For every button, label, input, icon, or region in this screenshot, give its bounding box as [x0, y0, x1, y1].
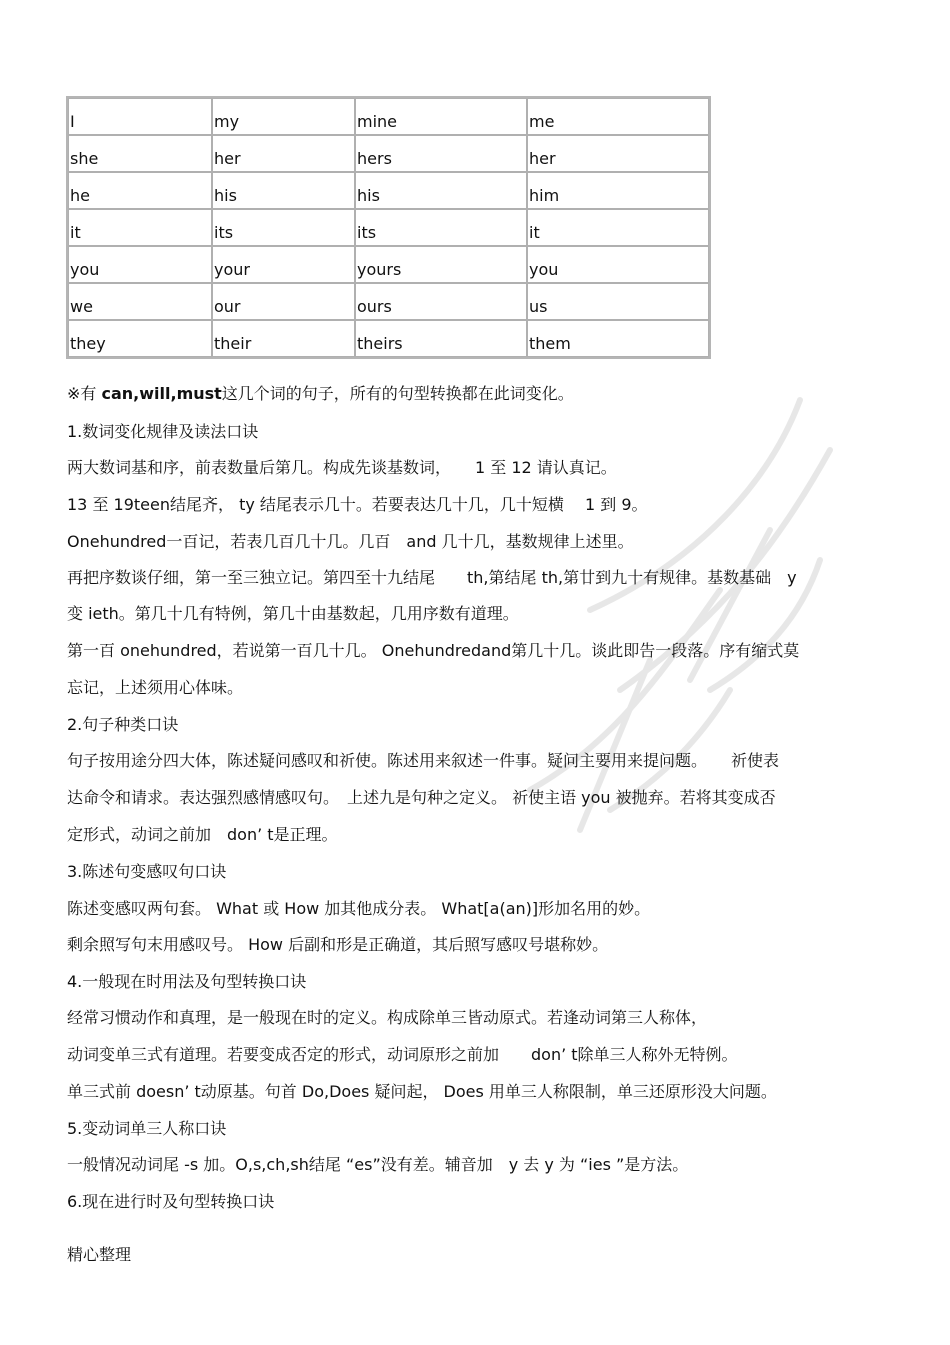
- paragraph-line: 变 ieth。第几十几有特例，第几十由基数起，几用序数有道理。: [67, 604, 519, 623]
- table-row: [68, 246, 709, 283]
- paragraph-line: 忘记，上述须用心体味。: [67, 678, 244, 697]
- pronoun-table: [66, 96, 711, 359]
- table-cell: hers: [355, 135, 527, 172]
- table-cell: me: [527, 98, 709, 135]
- table-cell: its: [212, 209, 355, 246]
- paragraph-line: 13 至 19teen结尾齐， ty 结尾表示几十。若要表达几十几，几十短横 1 到 9。: [67, 495, 648, 514]
- table-cell: you: [527, 246, 709, 283]
- note-suffix: 这几个词的句子，所有的句型转换都在此词变化。: [221, 384, 574, 403]
- table-cell: my: [212, 98, 355, 135]
- table-cell: him: [527, 172, 709, 209]
- table-cell: we: [68, 283, 212, 320]
- table-cell: theirs: [355, 320, 527, 357]
- table-row: [68, 209, 709, 246]
- table-row: [68, 172, 709, 209]
- table-row: [68, 135, 709, 172]
- table-cell: our: [212, 283, 355, 320]
- heading-1: 1.数词变化规律及读法口诀: [67, 422, 259, 441]
- heading-2: 2.句子种类口诀: [67, 715, 179, 734]
- table-cell: I: [68, 98, 212, 135]
- table-cell: its: [355, 209, 527, 246]
- heading-4: 4.一般现在时用法及句型转换口诀: [67, 972, 307, 991]
- paragraph-line: 达命令和请求。表达强烈感情感叹句。 上述九是句种之定义。 祈使主语 you 被抛弃。若将其变成否: [67, 788, 776, 807]
- table-cell: they: [68, 320, 212, 357]
- table-cell: she: [68, 135, 212, 172]
- note-prefix: ※有: [67, 384, 102, 403]
- table-cell: her: [212, 135, 355, 172]
- table-cell: ours: [355, 283, 527, 320]
- paragraph-line: 剩余照写句末用感叹号。 How 后副和形是正确道，其后照写感叹号堪称妙。: [67, 935, 609, 954]
- table-cell: mine: [355, 98, 527, 135]
- paragraph-line: Onehundred一百记，若表几百几十几。几百 and 几十几，基数规律上述里。: [67, 532, 634, 551]
- paragraph-line: 句子按用途分四大体，陈述疑问感叹和祈使。陈述用来叙述一件事。疑问主要用来提问题。 祈使表: [67, 751, 780, 770]
- footer-text: 精心整理: [67, 1245, 132, 1264]
- table-cell: her: [527, 135, 709, 172]
- paragraph-line: 再把序数谈仔细，第一至三独立记。第四至十九结尾 th,第结尾 th,第廿到九十有规律。基数基础 y: [67, 568, 797, 587]
- table-row: [68, 98, 709, 135]
- table-row: [68, 320, 709, 357]
- heading-6: 6.现在进行时及句型转换口诀: [67, 1192, 275, 1211]
- table-cell: it: [68, 209, 212, 246]
- paragraph-line: 单三式前 doesn’ t动原基。句首 Do,Does 疑问起， Does 用单三人称限制，单三还原形没大问题。: [67, 1082, 777, 1101]
- table-cell: their: [212, 320, 355, 357]
- paragraph-line: 一般情况动词尾 -s 加。O,s,ch,sh结尾 “es”没有差。辅音加 y 去 y 为 “ies ”是方法。: [67, 1155, 689, 1174]
- table-cell: his: [355, 172, 527, 209]
- table-row: [68, 283, 709, 320]
- paragraph-line: 经常习惯动作和真理，是一般现在时的定义。构成除单三皆动原式。若逢动词第三人称体，: [67, 1008, 708, 1027]
- paragraph-line: 两大数词基和序，前表数量后第几。构成先谈基数词， 1 至 12 请认真记。: [67, 458, 617, 477]
- table-cell: you: [68, 246, 212, 283]
- note-line: [67, 384, 574, 404]
- paragraph-line: 动词变单三式有道理。若要变成否定的形式，动词原形之前加 don’ t除单三人称外无特例。: [67, 1045, 738, 1064]
- paragraph-line: 陈述变感叹两句套。 What 或 How 加其他成分表。 What[a(an)]形加名用的妙。: [67, 899, 651, 918]
- table-cell: yours: [355, 246, 527, 283]
- table-cell: them: [527, 320, 709, 357]
- table-cell: it: [527, 209, 709, 246]
- heading-5: 5.变动词单三人称口诀: [67, 1119, 227, 1138]
- table-cell: he: [68, 172, 212, 209]
- table-cell: his: [212, 172, 355, 209]
- paragraph-line: 定形式，动词之前加 don’ t是正理。: [67, 825, 338, 844]
- table-cell: your: [212, 246, 355, 283]
- table-cell: us: [527, 283, 709, 320]
- heading-3: 3.陈述句变感叹句口诀: [67, 862, 227, 881]
- note-bold-words: can,will,must: [101, 384, 222, 403]
- paragraph-line: 第一百 onehundred，若说第一百几十几。 Onehundredand第几十几。谈此即告一段落。序有缩式莫: [67, 641, 800, 660]
